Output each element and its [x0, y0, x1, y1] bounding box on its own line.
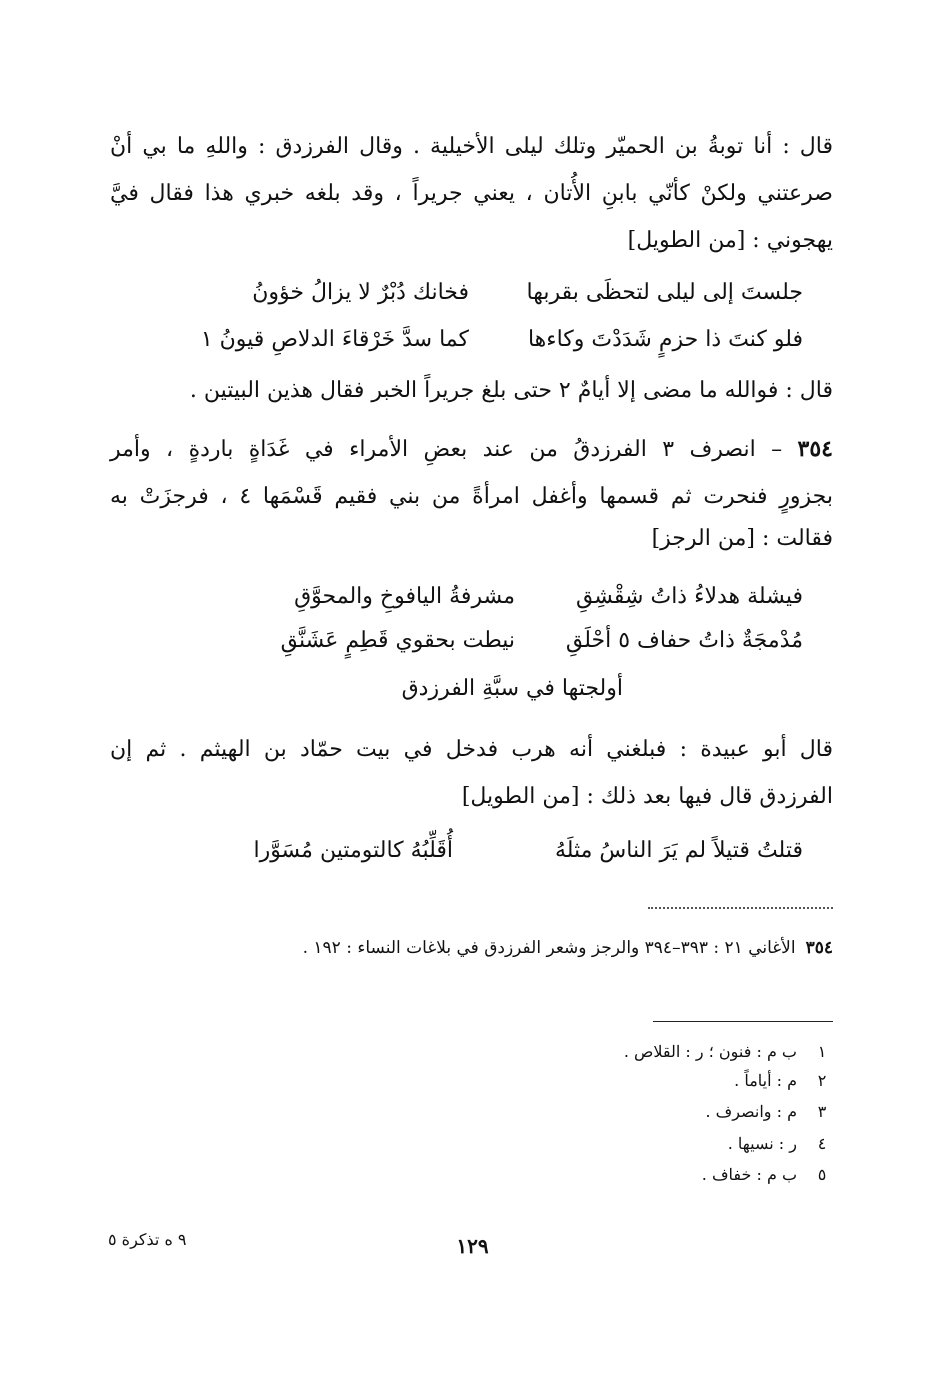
reference-text: الأغاني ٢١ : ٣٩٣–٣٩٤ والرجز وشعر الفرزدق في بلاغات النساء : ١٩٢ .	[302, 938, 796, 958]
signature-mark: ٩ ه تذكرة ٥	[108, 1230, 187, 1249]
body-line: الفرزدق قال فيها بعد ذلك : [من الطويل]	[461, 784, 833, 809]
verse-hemistich-second: فخانك دُبْرٌ لا يزالُ خؤونُ	[252, 280, 469, 305]
footnote-rule	[653, 1021, 833, 1022]
footnote-text: م : وانصرف .	[705, 1102, 797, 1121]
verse-line-center: أولجتها في سبَّةِ الفرزدق	[401, 676, 623, 701]
body-line: قال أبو عبيدة : فبلغني أنه هرب فدخل في بيت حمّاد بن الهيثم . ثم إن	[110, 737, 833, 762]
dotted-separator	[648, 907, 833, 909]
footnote	[734, 1069, 833, 1093]
footnote	[705, 1100, 833, 1124]
footnote-number: ٢	[817, 1071, 827, 1090]
footnote	[728, 1132, 833, 1156]
body-line: قال : فوالله ما مضى إلا أيامٌ ٢ حتى بلغ جريراً الخبر فقال هذين البيتين .	[189, 378, 833, 403]
reference-number: ٣٥٤	[805, 938, 833, 958]
page-number: ١٢٩	[456, 1234, 489, 1258]
verse-hemistich-first: فيشلة هدلاءُ ذاتُ شِقْشِقِ	[575, 584, 803, 609]
footnote-number: ٥	[817, 1165, 827, 1184]
verse-hemistich-second: نيطت بحقوي قَطِمٍ عَشَنَّقِ	[280, 628, 515, 653]
footnote-text: م : أياماً .	[734, 1071, 797, 1090]
verse-hemistich-second: كما سدَّ خَرْقاءَ الدلاصِ قيونُ ١	[200, 327, 469, 352]
source-reference	[303, 935, 833, 961]
verse-hemistich-second: مشرفةُ اليافوخِ والمحوَّقِ	[294, 584, 515, 609]
body-line: قال : أنا توبةُ بن الحميّر وتلك ليلى الأخيلية . وقال الفرزدق : واللهِ ما بي أنْ	[110, 134, 833, 159]
footnote	[624, 1040, 833, 1064]
verse-hemistich-second: أُقَلِّبُهُ كالتومتين مُسَوَّرا	[253, 838, 453, 863]
footnote-number: ٤	[817, 1134, 827, 1153]
verse-hemistich-first: فلو كنتَ ذا حزمٍ شَدَدْتَ وكاءها	[527, 327, 803, 352]
body-text: – انصرف ٣ الفرزدقُ من عند بعضِ الأمراء في غَدَاةٍ باردةٍ ، وأمر	[110, 437, 783, 462]
footnote-text: ب م : خفاف .	[701, 1165, 797, 1184]
verse-hemistich-first: قتلتُ قتيلاً لم يَرَ الناسُ مثلَهُ	[554, 838, 803, 863]
body-line: يهجوني : [من الطويل]	[627, 228, 833, 253]
entry-354-first-line	[110, 432, 833, 467]
verse-hemistich-first: مُدْمجَةٌ ذاتُ حفاف ٥ أحْلَقِ	[565, 628, 803, 653]
body-line: فقالت : [من الرجز]	[651, 526, 833, 551]
body-line: بجزورٍ فنحرت ثم قسمها وأغفل امرأةً من بني فقيم قَسْمَها ٤ ، فرجزَتْ به	[110, 484, 833, 509]
entry-number: ٣٥٤	[797, 436, 833, 462]
body-line: صرعتني ولكنْ كأنّي بابنِ الأُتان ، يعني جريراً ، وقد بلغه خبري هذا فقال فيَّ	[110, 181, 833, 206]
footnote-number: ١	[817, 1042, 827, 1061]
footnote-number: ٣	[817, 1102, 827, 1121]
footnote-text: ب م : فنون ؛ ر : القلاص .	[623, 1042, 797, 1061]
footnote-text: ر : نسيها .	[727, 1134, 797, 1153]
footnote	[702, 1163, 833, 1187]
verse-hemistich-first: جلستَ إلى ليلى لتحظَى بقربها	[526, 280, 803, 305]
